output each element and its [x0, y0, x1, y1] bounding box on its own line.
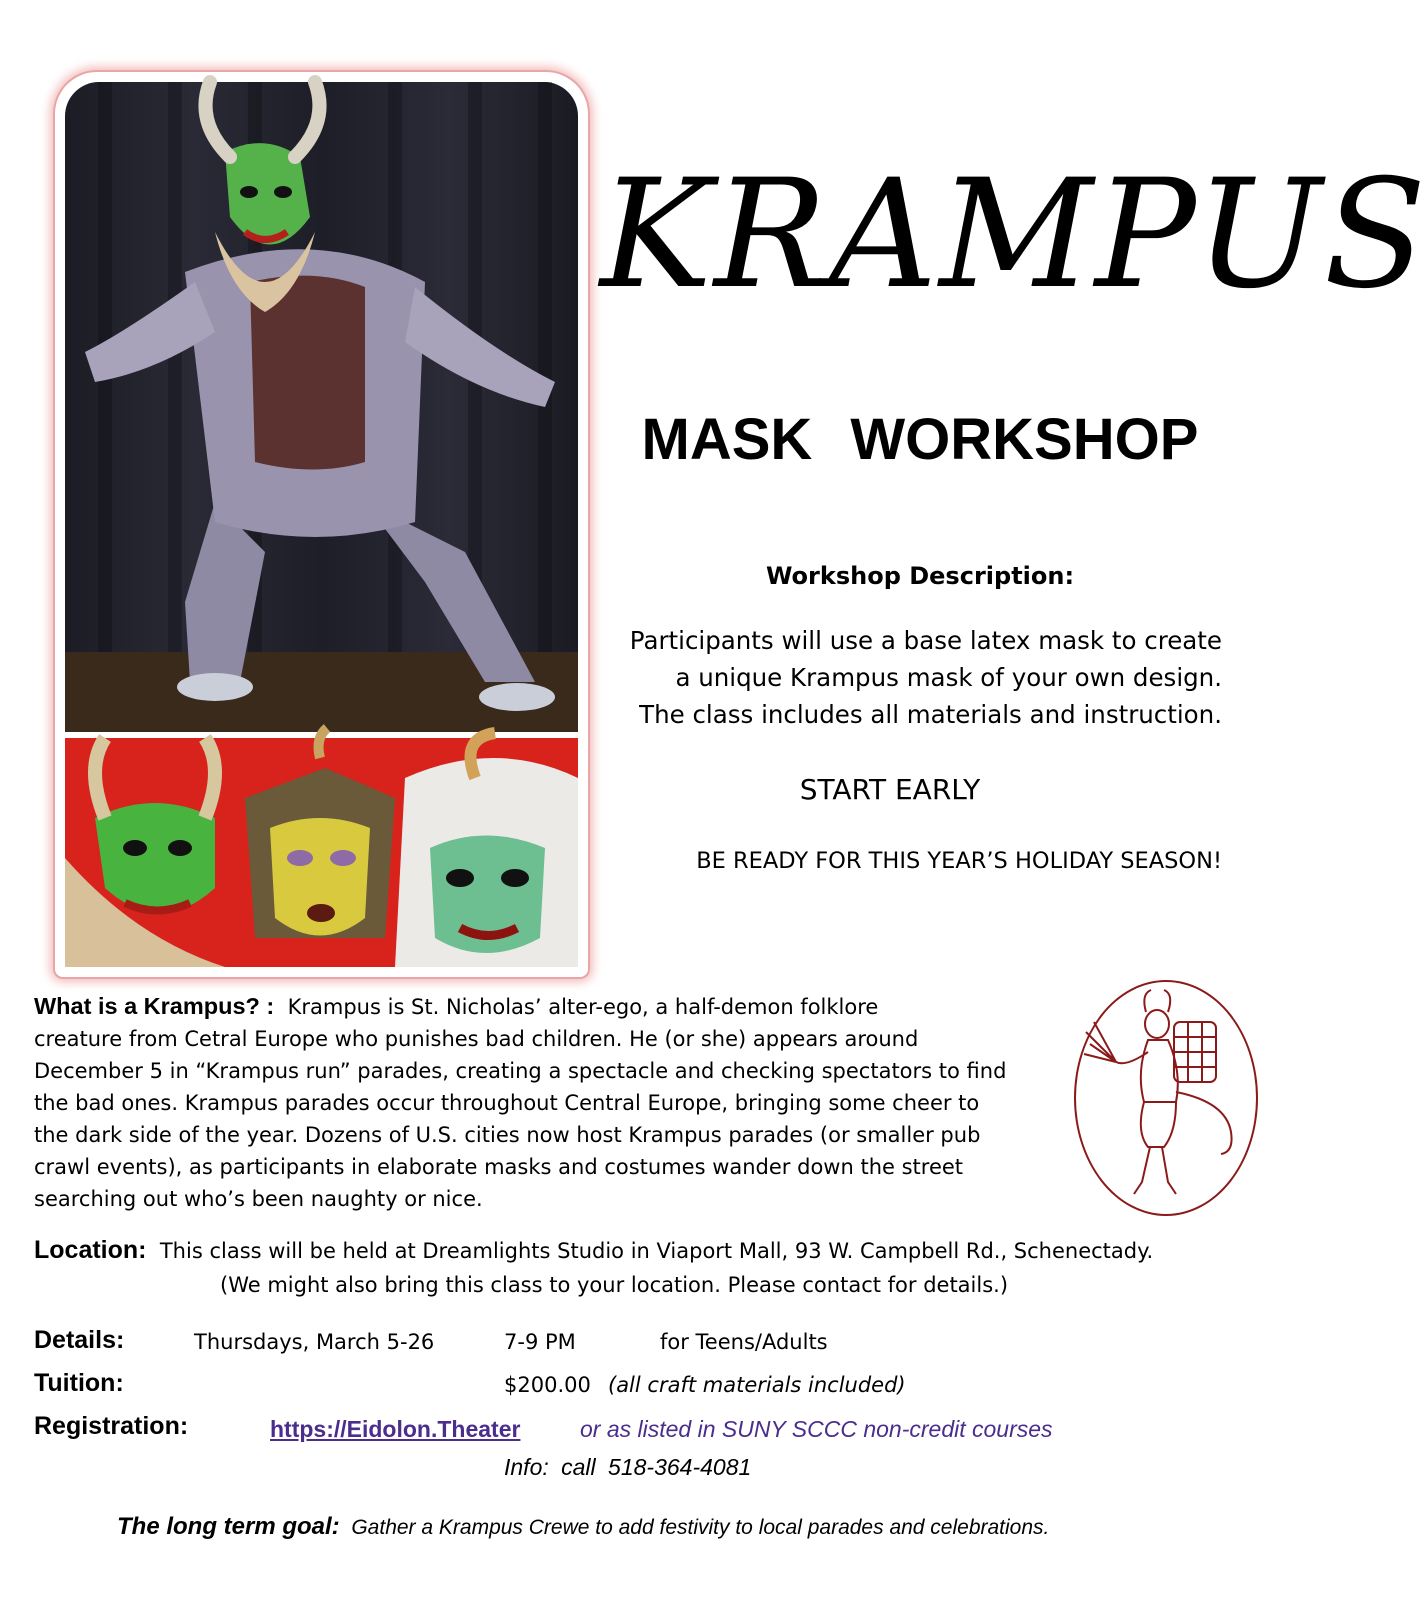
what-line: searching out who’s been naughty or nice.: [34, 1187, 483, 1211]
what-first-line: [34, 990, 1044, 1023]
krampus-sketch-oval: [1074, 980, 1258, 1216]
location-text: This class will be held at Dreamlights Studio in Viaport Mall, 93 W. Campbell Rd., Schenectady.: [159, 1239, 1154, 1263]
tuition-note: (all craft materials included): [608, 1373, 906, 1397]
goal-label: The long term goal:: [117, 1513, 340, 1540]
what-is-krampus-label: What is a Krampus? :: [34, 993, 275, 1019]
details-audience: for Teens/Adults: [660, 1330, 828, 1354]
what-line: creature from Cetral Europe who punishes bad children. He (or she) appears around: [34, 1027, 919, 1051]
what-line: Krampus is St. Nicholas’ alter-ego, a half-demon folklore: [287, 995, 879, 1019]
what-line: the dark side of the year. Dozens of U.S. cities now host Krampus parades (or smaller pub: [34, 1123, 981, 1147]
what-line: crawl events), as participants in elaborate masks and costumes wander down the street: [34, 1155, 964, 1179]
photo-frame: [55, 72, 588, 977]
tuition-price: $200.00: [504, 1373, 591, 1397]
details-time: 7-9 PM: [504, 1330, 576, 1354]
registration-label: Registration:: [34, 1412, 189, 1440]
page-subtitle: MASK WORKSHOP: [641, 407, 1199, 472]
details-label: Details:: [34, 1326, 125, 1354]
info-phone: Info: call 518-364-4081: [504, 1454, 752, 1480]
description-body: [600, 622, 1222, 733]
three-masks-illustration: [65, 738, 578, 967]
krampus-masks-photo: [65, 738, 578, 967]
location-label: Location:: [34, 1236, 147, 1264]
description-line: a unique Krampus mask of your own design.: [675, 663, 1222, 692]
page-title: KRAMPUS: [600, 148, 1428, 322]
what-line: December 5 in “Krampus run” parades, creating a spectacle and checking spectators to find: [34, 1059, 1007, 1083]
start-early-callout: START EARLY: [799, 773, 981, 806]
location-line: [34, 1236, 1294, 1265]
krampus-costume-photo: [65, 82, 578, 732]
long-term-goal: [117, 1513, 1267, 1541]
krampus-sketch-icon: [1076, 982, 1256, 1214]
what-line: the bad ones. Krampus parades occur throughout Central Europe, bringing some cheer to: [34, 1091, 980, 1115]
description-line: The class includes all materials and instruction.: [639, 700, 1222, 729]
description-heading: Workshop Description:: [765, 562, 1075, 590]
what-is-krampus-section: [34, 990, 1044, 1215]
registration-alt: or as listed in SUNY SCCC non-credit courses: [580, 1416, 1053, 1442]
description-line: Participants will use a base latex mask to create: [629, 626, 1222, 655]
goal-text: Gather a Krampus Crewe to add festivity to local parades and celebrations.: [351, 1516, 1050, 1539]
details-day: Thursdays, March 5-26: [194, 1330, 435, 1354]
registration-link[interactable]: https://Eidolon.Theater: [270, 1416, 521, 1442]
krampus-costume-illustration: [65, 82, 578, 732]
location-note: (We might also bring this class to your location. Please contact for details.): [220, 1273, 1009, 1297]
holiday-season-callout: BE READY FOR THIS YEAR’S HOLIDAY SEASON!: [696, 848, 1222, 874]
tuition-label: Tuition:: [34, 1369, 124, 1397]
